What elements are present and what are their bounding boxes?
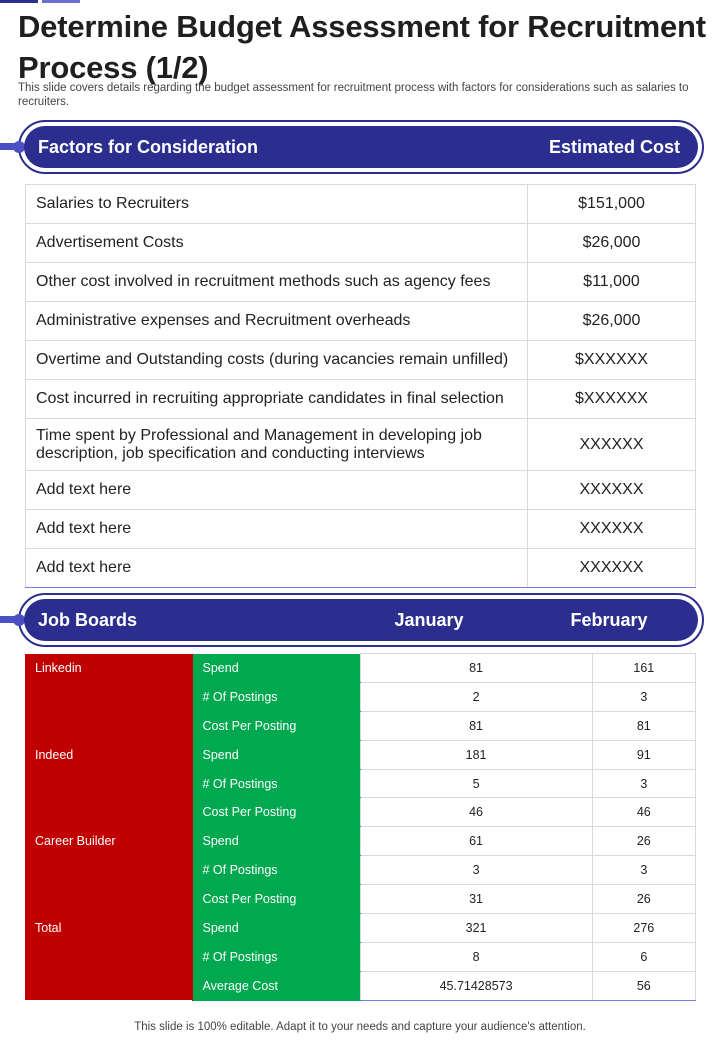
factor-label: Overtime and Outstanding costs (during vacancies remain unfilled) xyxy=(26,341,528,380)
metric-label: # Of Postings xyxy=(192,682,360,711)
job-board-name: Career Builder xyxy=(25,827,192,856)
metric-label: Cost Per Posting xyxy=(192,885,360,914)
january-value: 2 xyxy=(360,682,592,711)
factor-cost: $XXXXXX xyxy=(528,380,696,419)
february-value: 276 xyxy=(592,914,695,943)
factor-label: Time spent by Professional and Management in developing job description, job specification and conducting interviews xyxy=(26,419,528,471)
factor-label: Salaries to Recruiters xyxy=(26,185,528,224)
factor-label: Cost incurred in recruiting appropriate candidates in final selection xyxy=(26,380,528,419)
february-value: 81 xyxy=(592,711,695,740)
job-boards-header-label: Job Boards xyxy=(38,609,138,630)
job-board-name xyxy=(25,971,192,1000)
january-value: 3 xyxy=(360,856,592,885)
table-row xyxy=(25,711,696,740)
table-row xyxy=(25,769,696,798)
table-row xyxy=(26,471,696,510)
january-value: 81 xyxy=(360,711,592,740)
table-row xyxy=(25,914,696,943)
table-row xyxy=(25,942,696,971)
table-row xyxy=(26,510,696,549)
metric-label: Spend xyxy=(192,654,360,683)
top-accent-bar-secondary xyxy=(42,0,80,3)
job-board-name xyxy=(25,942,192,971)
table-row xyxy=(25,971,696,1000)
estimated-cost-header-label: Estimated Cost xyxy=(548,136,680,157)
job-board-name: Total xyxy=(25,914,192,943)
january-value: 8 xyxy=(360,942,592,971)
factor-cost: $11,000 xyxy=(528,263,696,302)
table-row xyxy=(25,827,696,856)
job-board-name xyxy=(25,885,192,914)
table-row xyxy=(25,654,696,683)
metric-label: Cost Per Posting xyxy=(192,711,360,740)
top-accent-bar xyxy=(0,0,38,3)
job-board-name xyxy=(25,711,192,740)
metric-label: Cost Per Posting xyxy=(192,798,360,827)
table-row xyxy=(26,341,696,380)
factors-header-band xyxy=(18,120,704,174)
job-board-name xyxy=(25,798,192,827)
factor-cost: $151,000 xyxy=(528,185,696,224)
january-value: 31 xyxy=(360,885,592,914)
table-row xyxy=(26,549,696,588)
page-title: Determine Budget Assessment for Recruitment Process (1/2) xyxy=(18,9,706,85)
january-value: 61 xyxy=(360,827,592,856)
february-value: 56 xyxy=(592,971,695,1000)
table-row xyxy=(26,185,696,224)
table-row xyxy=(25,798,696,827)
factor-cost: XXXXXX xyxy=(528,419,696,471)
february-value: 46 xyxy=(592,798,695,827)
table-row xyxy=(25,885,696,914)
factor-label: Advertisement Costs xyxy=(26,224,528,263)
table-row xyxy=(26,380,696,419)
factor-cost: $XXXXXX xyxy=(528,341,696,380)
table-row xyxy=(25,740,696,769)
table-row xyxy=(26,224,696,263)
february-value: 3 xyxy=(592,769,695,798)
job-board-name: Indeed xyxy=(25,740,192,769)
metric-label: # Of Postings xyxy=(192,856,360,885)
january-value: 5 xyxy=(360,769,592,798)
factor-cost: XXXXXX xyxy=(528,549,696,588)
january-value: 321 xyxy=(360,914,592,943)
january-header-label: January xyxy=(394,609,464,630)
factor-label: Administrative expenses and Recruitment overheads xyxy=(26,302,528,341)
february-value: 6 xyxy=(592,942,695,971)
job-boards-table xyxy=(25,653,696,1001)
metric-label: # Of Postings xyxy=(192,942,360,971)
job-board-name xyxy=(25,856,192,885)
factors-table xyxy=(25,184,696,588)
footer-note: This slide is 100% editable. Adapt it to your needs and capture your audience's attention. xyxy=(134,1021,586,1033)
february-header-label: February xyxy=(570,609,648,630)
metric-label: Spend xyxy=(192,914,360,943)
february-value: 26 xyxy=(592,827,695,856)
job-boards-header-band xyxy=(18,593,704,647)
job-board-name xyxy=(25,682,192,711)
january-value: 181 xyxy=(360,740,592,769)
job-board-name: Linkedin xyxy=(25,654,192,683)
february-value: 26 xyxy=(592,885,695,914)
table-row xyxy=(26,263,696,302)
table-row xyxy=(26,419,696,471)
january-value: 46 xyxy=(360,798,592,827)
factor-cost: XXXXXX xyxy=(528,510,696,549)
factor-cost: XXXXXX xyxy=(528,471,696,510)
factor-label: Other cost involved in recruitment methods such as agency fees xyxy=(26,263,528,302)
table-row xyxy=(25,856,696,885)
job-board-name xyxy=(25,769,192,798)
factor-label: Add text here xyxy=(26,471,528,510)
table-row xyxy=(26,302,696,341)
factor-label: Add text here xyxy=(26,549,528,588)
metric-label: # Of Postings xyxy=(192,769,360,798)
page-subtitle: This slide covers details regarding the budget assessment for recruitment process with factors for considerations such as salaries to recruiters. xyxy=(18,82,689,108)
february-value: 3 xyxy=(592,856,695,885)
factor-cost: $26,000 xyxy=(528,302,696,341)
metric-label: Spend xyxy=(192,827,360,856)
february-value: 161 xyxy=(592,654,695,683)
february-value: 3 xyxy=(592,682,695,711)
factors-header-label: Factors for Consideration xyxy=(38,136,259,157)
table-row xyxy=(25,682,696,711)
factor-cost: $26,000 xyxy=(528,224,696,263)
january-value: 81 xyxy=(360,654,592,683)
february-value: 91 xyxy=(592,740,695,769)
factor-label: Add text here xyxy=(26,510,528,549)
metric-label: Spend xyxy=(192,740,360,769)
january-value: 45.71428573 xyxy=(360,971,592,1000)
metric-label: Average Cost xyxy=(192,971,360,1000)
